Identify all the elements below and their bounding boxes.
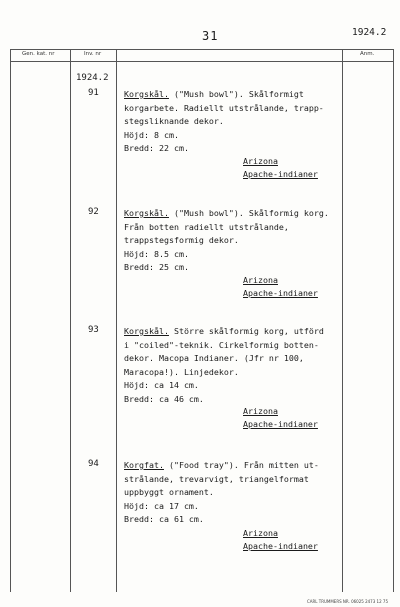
entry-text-line: Höjd: 8 cm. — [124, 129, 179, 140]
inventory-number: 94 — [88, 459, 99, 469]
entry-description — [124, 88, 324, 156]
table-left-border — [10, 49, 11, 592]
column-header-inv-nr: Inv. nr — [84, 51, 102, 57]
entry-text-line: Höjd: 8.5 cm. — [124, 248, 189, 259]
column-divider-gen — [70, 49, 71, 592]
location-people: Apache-indianer — [243, 288, 318, 298]
location-region: Arizona — [243, 275, 278, 285]
entry-description — [124, 459, 319, 527]
entry-title: Korgskål. — [124, 208, 169, 218]
entry-text-line: dekor. Macopa Indianer. (Jfr nr 100, — [124, 353, 304, 363]
table-top-rule — [10, 49, 394, 50]
entry-description — [124, 207, 329, 275]
entry-title: Korgskål. — [124, 326, 169, 336]
location-people: Apache-indianer — [243, 541, 318, 551]
entry-text-line: Bredd: ca 61 cm. — [124, 514, 204, 524]
entry-text-line: Bredd: ca 46 cm. — [124, 393, 204, 404]
location-people: Apache-indianer — [243, 419, 318, 429]
location-region: Arizona — [243, 528, 278, 538]
page-number: 31 — [202, 29, 219, 43]
entry-text-line: trappstegsformig dekor. — [124, 235, 239, 245]
header-year: 1924.2 — [352, 27, 387, 38]
entry-text-line: ("Food tray"). Från mitten ut- — [163, 460, 319, 470]
entry-description — [124, 325, 324, 406]
location-people: Apache-indianer — [243, 169, 318, 179]
table-header-rule — [10, 61, 394, 62]
entry-text-line: strålande, trevarvigt, triangelformat — [124, 473, 309, 484]
inventory-number: 91 — [88, 88, 99, 98]
table-right-border — [393, 49, 394, 592]
column-divider-anm — [342, 49, 343, 592]
entry-text-line: Maracopa!). Linjedekor. — [124, 366, 239, 377]
entry-text-line: Bredd: 25 cm. — [124, 262, 189, 272]
entry-text-line: korgarbete. Radiellt utstrålande, trapp- — [124, 102, 324, 113]
entry-title: Korgskål. — [124, 89, 169, 99]
column-header-anm: Anm. — [360, 51, 375, 57]
entry-text-line: Bredd: 22 cm. — [124, 143, 189, 153]
location-region: Arizona — [243, 406, 278, 416]
column-divider-inv — [116, 49, 117, 592]
location-region: Arizona — [243, 156, 278, 166]
entry-text-line: Större skålformig korg, utförd — [168, 326, 324, 336]
entry-title: Korgfat. — [124, 460, 164, 470]
year-label: 1924.2 — [76, 73, 109, 83]
entry-text-line: i "coiled"-teknik. Cirkelformig botten- — [124, 339, 319, 350]
column-header-gen-kat-nr: Gen. kat. nr — [22, 51, 55, 57]
entry-text-line: ("Mush bowl"). Skålformigt — [168, 89, 304, 99]
inventory-number: 92 — [88, 207, 99, 217]
entry-text-line: ("Mush bowl"). Skålformig korg. — [168, 208, 329, 218]
entry-text-line: uppbyggt ornament. — [124, 487, 214, 497]
entry-text-line: stegsliknande dekor. — [124, 116, 224, 126]
printer-imprint: CARL TRUMMERS NR. 06025 2473 12 75 — [306, 599, 388, 604]
entry-text-line: Höjd: ca 17 cm. — [124, 500, 199, 511]
entry-text-line: Höjd: ca 14 cm. — [124, 380, 199, 390]
inventory-number: 93 — [88, 325, 99, 335]
entry-text-line: Från botten radiellt utstrålande, — [124, 221, 289, 232]
